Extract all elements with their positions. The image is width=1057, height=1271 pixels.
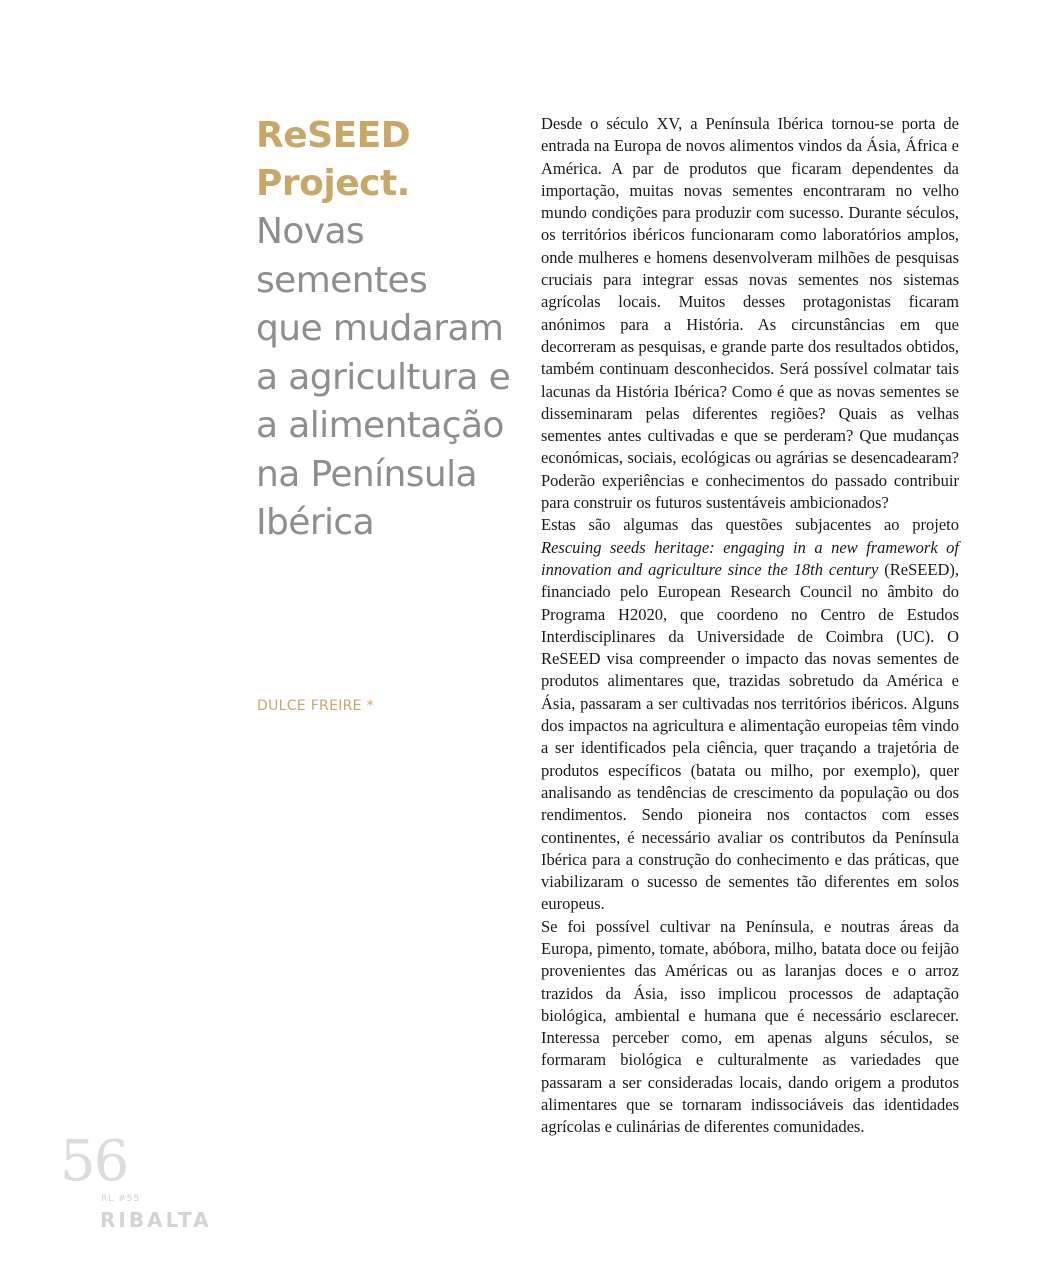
article-body (541, 113, 959, 1139)
page-number: 56 (60, 1129, 128, 1194)
subtitle-line: na Península (256, 453, 477, 495)
subtitle-line: a alimentação (256, 405, 504, 446)
author-byline: DULCE FREIRE * (257, 698, 374, 714)
project-full-title: Rescuing seeds heritage: engaging in a new framework of innovation and agriculture since the 18th century (541, 537, 959, 579)
paragraph-3: Se foi possível cultivar na Península, e noutras áreas da Europa, pimento, tomate, abóbora, milho, batata doce ou feijão provenientes das Américas ou as laranjas doces e o arroz trazidos da Ásia, isso implicou processos de adaptação biológica, ambiental e humana que é necessário esclarecer. Interessa perceber como, em apenas alguns séculos, se formaram biológica e culturalmente as variedades que passaram a ser consideradas locais, dando origem a produtos alimentares que se tornaram indissociáveis das identidades agrícolas e culinárias de diferentes comunidades. (541, 916, 959, 1137)
paragraph-1: Desde o século XV, a Península Ibérica tornou-se porta de entrada na Europa de novos alimentos vindos da Ásia, África e América. A par de produtos que ficaram dependentes da importação, muitas novas sementes encontraram no velho mundo condições para produzir com sucesso. Durante séculos, os territórios ibéricos funcionaram como laboratórios amplos, onde mulheres e homens desenvolveram milhões de pesquisas cruciais para integrar essas novas sementes nos sistemas agrícolas locais. Muitos desses protagonistas ficaram anónimos para a História. As circunstâncias em que decorreram as pesquisas, e grande parte dos resultados obtidos, também continuam desconhecidos. Será possível colmatar tais lacunas da História Ibérica? Como é que as novas sementes se disseminaram pelas diferentes regiões? Quais as velhas sementes antes cultivadas e que se perderam? Que mudanças económicas, sociais, ecológicas ou agrárias se desencadearam? Poderão experiências e conhecimentos do passado contribuir para construir os futuros sustentáveis ambicionados? (541, 114, 959, 513)
paragraph-2-intro: Estas são algumas das questões subjacentes ao projeto (541, 515, 959, 535)
article-title (256, 112, 516, 548)
title-project-line1: ReSEED (256, 115, 411, 156)
issue-label: RL #55 (101, 1194, 141, 1204)
subtitle-line: sementes (256, 259, 428, 301)
subtitle-line: Novas (256, 211, 365, 252)
subtitle-line: Ibérica (256, 502, 375, 543)
paragraph-2 (541, 514, 959, 915)
subtitle-line: a agricultura e (256, 356, 511, 398)
magazine-name: RIBALTA (100, 1208, 212, 1232)
paragraph-2-rest: (ReSEED), financiado pelo European Research Council no âmbito do Programa H2020, que coordeno no Centro de Estudos Interdisciplinares da Universidade de Coimbra (UC). O ReSEED visa compreender o impacto das novas sementes de produtos alimentares que, trazidas sobretudo da América e Ásia, passaram a ser cultivadas nos territórios ibéricos. Alguns dos impactos na agricultura e alimentação europeias têm vindo a ser identificados pela ciência, quer traçando a trajetória de produtos específicos (batata ou milho, por exemplo), quer analisando as tendências de crescimento da população ou dos rendimentos. Sendo pioneira nos contactos com esses continentes, é necessário avaliar os contributos da Península Ibérica para a construção do conhecimento e das práticas, que viabilizaram o sucesso de sementes tão diferentes em solos europeus. (541, 559, 959, 914)
title-project-line2: Project. (256, 163, 410, 204)
subtitle-line: que mudaram (256, 308, 504, 349)
